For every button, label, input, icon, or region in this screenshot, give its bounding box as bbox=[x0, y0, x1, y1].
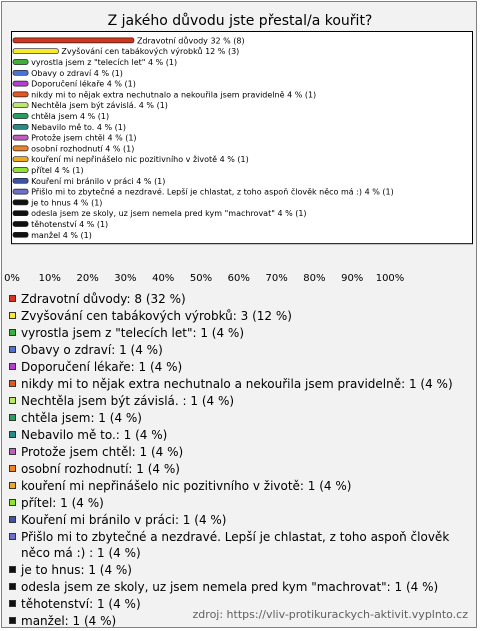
bar-label-9: Nebavilo mě to. 4 % (1) bbox=[31, 122, 126, 132]
legend-swatch bbox=[9, 380, 16, 387]
legend-item bbox=[9, 308, 471, 324]
x-tick-label: 80% bbox=[303, 273, 326, 284]
chart-frame bbox=[1, 1, 477, 628]
legend-label: vyrostla jsem z "telecích let": 1 (4 %) bbox=[21, 326, 244, 340]
bar-3 bbox=[13, 60, 28, 65]
bar-label-2: Zvyšování cen tabákových výrobků 12 % (3) bbox=[61, 47, 240, 57]
bar-5 bbox=[13, 81, 28, 86]
x-tick-label: 40% bbox=[152, 273, 175, 284]
legend-item bbox=[9, 562, 471, 578]
chart-title: Z jakého důvodu jste přestal/a kouřit? bbox=[107, 13, 373, 29]
x-tick-label: 30% bbox=[114, 273, 137, 284]
bar-8 bbox=[13, 114, 28, 119]
legend-swatch bbox=[9, 600, 16, 607]
legend-swatch bbox=[9, 329, 16, 336]
bar-label-7: Nechtěla jsem být závislá. 4 % (1) bbox=[31, 101, 168, 111]
bar-18 bbox=[13, 222, 28, 227]
legend-item bbox=[9, 359, 471, 375]
bar-label-11: osobní rozhodnutí 4 % (1) bbox=[31, 144, 135, 154]
legend-label: Kouření mi bránilo v práci: 1 (4 %) bbox=[21, 513, 227, 527]
legend-label: je to hnus: 1 (4 %) bbox=[21, 563, 132, 577]
bar-chart-plot bbox=[2, 2, 478, 292]
legend-swatch bbox=[9, 617, 16, 624]
legend-swatch bbox=[9, 533, 16, 540]
legend-item bbox=[9, 579, 471, 595]
bar-11 bbox=[13, 146, 28, 151]
legend-item bbox=[9, 529, 471, 561]
legend-swatch bbox=[9, 312, 16, 319]
bar-label-1: Zdravotní důvody 32 % (8) bbox=[136, 36, 245, 46]
x-tick-label: 100% bbox=[375, 273, 405, 284]
x-tick-label: 10% bbox=[38, 273, 61, 284]
x-tick-label: 70% bbox=[265, 273, 288, 284]
legend-label: Nechtěla jsem být závislá. : 1 (4 %) bbox=[21, 394, 235, 408]
bar-label-15: Přišlo mi to zbytečné a nezdravé. Lepší je chlastat, z toho aspoň člověk něco má :) 4 % (1) bbox=[31, 187, 394, 197]
legend-swatch bbox=[9, 295, 16, 302]
x-tick-label: 20% bbox=[76, 273, 99, 284]
legend-item bbox=[9, 393, 471, 409]
bar-label-4: Obavy o zdraví 4 % (1) bbox=[31, 68, 123, 78]
bar-label-13: přítel 4 % (1) bbox=[31, 166, 84, 175]
legend-label: Zdravotní důvody: 8 (32 %) bbox=[21, 292, 186, 306]
bar-label-18: těhotenství 4 % (1) bbox=[31, 220, 109, 229]
legend-label: přítel: 1 (4 %) bbox=[21, 496, 104, 510]
legend-label: Zvyšování cen tabákových výrobků: 3 (12 %) bbox=[21, 309, 292, 323]
legend-label: osobní rozhodnutí: 1 (4 %) bbox=[21, 462, 180, 476]
legend-item bbox=[9, 410, 471, 426]
bar-label-8: chtěla jsem 4 % (1) bbox=[31, 112, 110, 121]
legend-swatch bbox=[9, 516, 16, 523]
legend-swatch bbox=[9, 465, 16, 472]
legend-item bbox=[9, 478, 471, 494]
bar-14 bbox=[13, 178, 28, 183]
legend-item bbox=[9, 342, 471, 358]
legend-item bbox=[9, 461, 471, 477]
bar-15 bbox=[13, 189, 28, 194]
bar-label-14: Kouření mi bránilo v práci 4 % (1) bbox=[31, 176, 166, 186]
bar-label-6: nikdy mi to nějak extra nechutnalo a nekouřila jsem pravidelně 4 % (1) bbox=[31, 90, 317, 100]
legend-item bbox=[9, 427, 471, 443]
bar-label-5: Doporučení lékaře 4 % (1) bbox=[31, 79, 136, 89]
bar-10 bbox=[13, 135, 28, 140]
bar-1 bbox=[13, 38, 134, 43]
bar-16 bbox=[13, 200, 28, 205]
legend-swatch bbox=[9, 448, 16, 455]
bar-13 bbox=[13, 168, 28, 173]
bar-label-10: Protože jsem chtěl 4 % (1) bbox=[31, 133, 137, 143]
legend-item bbox=[9, 512, 471, 528]
legend-label: odesla jsem ze skoly, uz jsem nemela pred kym "machrovat": 1 (4 %) bbox=[21, 580, 439, 594]
x-tick-label: 0% bbox=[4, 273, 20, 284]
bar-label-16: je to hnus 4 % (1) bbox=[31, 198, 103, 208]
legend-label: chtěla jsem: 1 (4 %) bbox=[21, 411, 142, 425]
bar-4 bbox=[13, 70, 28, 75]
legend-label: nikdy mi to nějak extra nechutnalo a nekouřila jsem pravidelně: 1 (4 %) bbox=[21, 377, 453, 391]
bar-17 bbox=[13, 211, 28, 216]
legend-swatch bbox=[9, 566, 16, 573]
legend-swatch bbox=[9, 499, 16, 506]
legend-label: manžel: 1 (4 %) bbox=[21, 614, 117, 628]
legend-swatch bbox=[9, 583, 16, 590]
bar-12 bbox=[13, 157, 28, 162]
legend bbox=[9, 291, 471, 630]
bar-label-12: kouření mi nepřinášelo nic pozitivního v životě 4 % (1) bbox=[31, 155, 249, 165]
legend-label: těhotenství: 1 (4 %) bbox=[21, 597, 141, 611]
legend-label: Protože jsem chtěl: 1 (4 %) bbox=[21, 445, 184, 459]
legend-label: Doporučení lékaře: 1 (4 %) bbox=[21, 360, 183, 374]
bar-9 bbox=[13, 124, 28, 129]
legend-item bbox=[9, 291, 471, 307]
x-tick-label: 50% bbox=[189, 273, 213, 284]
bar-label-17: odesla jsem ze skoly, uz jsem nemela pred kym "machrovat" 4 % (1) bbox=[31, 209, 307, 219]
legend-swatch bbox=[9, 431, 16, 438]
bar-6 bbox=[13, 92, 28, 97]
bar-19 bbox=[13, 232, 28, 237]
legend-item bbox=[9, 495, 471, 511]
legend-item bbox=[9, 325, 471, 341]
legend-label: Nebavilo mě to.: 1 (4 %) bbox=[21, 428, 168, 442]
x-tick-label: 60% bbox=[227, 273, 250, 284]
legend-swatch bbox=[9, 346, 16, 353]
legend-swatch bbox=[9, 397, 16, 404]
bar-label-3: vyrostla jsem z "telecích let" 4 % (1) bbox=[31, 58, 178, 67]
bar-2 bbox=[13, 49, 58, 54]
legend-item bbox=[9, 376, 471, 392]
legend-label: kouření mi nepřinášelo nic pozitivního v životě: 1 (4 %) bbox=[21, 479, 352, 493]
legend-label: Obavy o zdraví: 1 (4 %) bbox=[21, 343, 163, 357]
legend-swatch bbox=[9, 363, 16, 370]
bar-7 bbox=[13, 103, 28, 108]
x-tick-label: 90% bbox=[341, 273, 364, 284]
bar-label-19: manžel 4 % (1) bbox=[31, 230, 92, 240]
legend-swatch bbox=[9, 414, 16, 421]
legend-label: Přišlo mi to zbytečné a nezdravé. Lepší je chlastat, z toho aspoň člověk něco má :) : 1 (4 %) bbox=[21, 530, 450, 560]
source-note: zdroj: https://vliv-protikurackych-aktivit.vyplnto.cz bbox=[192, 608, 468, 621]
legend-swatch bbox=[9, 482, 16, 489]
legend-item bbox=[9, 444, 471, 460]
